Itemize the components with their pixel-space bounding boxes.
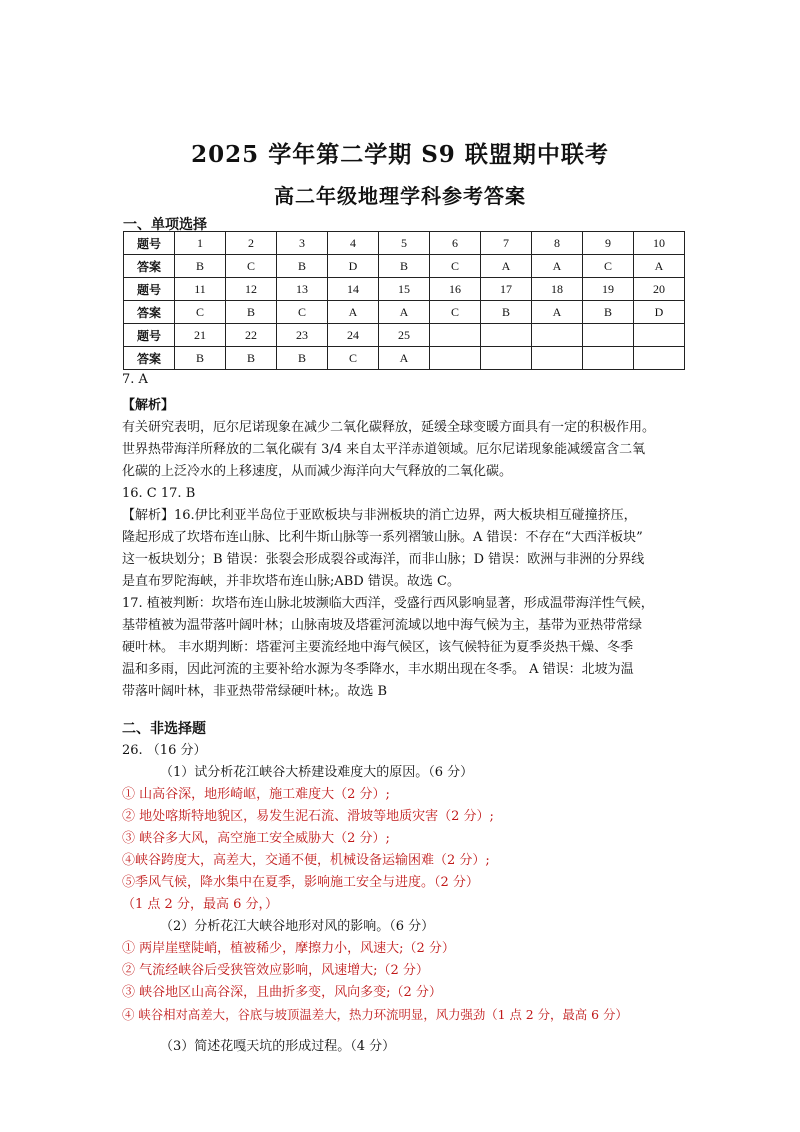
sub1-scoring-note: （1 点 2 分，最高 6 分，） [122,897,278,912]
question-number-cell [430,324,481,347]
answer-letter-cell: C [226,255,277,278]
answer-letter-cell: A [481,255,532,278]
answer-letter-cell: D [328,255,379,278]
question-number-cell: 19 [583,278,634,301]
answer-letter-cell: C [430,301,481,324]
question-row-label: 题号 [124,324,175,347]
explanation-line: 温和多雨，因此河流的主要补给水源为冬季降水，丰水期出现在冬季。 A 错误：北坡为温 [122,662,634,677]
analysis-label: 【解析】 [122,398,175,413]
answer-letter-cell: A [328,301,379,324]
sub-question-1: （1）试分析花江峡谷大桥建设难度大的原因。（6 分） [160,765,474,780]
answer-row [124,301,685,324]
answer-letter-cell: D [634,301,685,324]
sub2-answer: ② 气流经峡谷后受狭管效应影响，风速增大;（2 分） [122,963,429,978]
answer-row-label: 答案 [124,301,175,324]
explanation-line: 有关研究表明，厄尔尼诺现象在减少二氧化碳释放，延缓全球变暖方面具有一定的积极作用。 [122,420,656,435]
question-row-label: 题号 [124,278,175,301]
question-number-cell [634,324,685,347]
explanation-line: 基带植被为温带落叶阔叶林；山脉南坡及塔霍河流域以地中海气候为主，基带为亚热带常绿 [122,618,643,633]
answer-letter-cell: A [379,347,430,370]
answer-row-label: 答案 [124,347,175,370]
sub1-answer: ⑤季风气候，降水集中在夏季，影响施工安全与进度。（2 分） [122,875,479,890]
explanation-line: 化碳的上泛冷水的上移速度，从而减少海洋向大气释放的二氧化碳。 [122,464,513,479]
answer-letter-cell: C [583,255,634,278]
answer-letter-cell: B [481,301,532,324]
section-heading-non-choice: 二、非选择题 [122,721,206,737]
question-number-cell: 23 [277,324,328,347]
sub1-answer: ① 山高谷深，地形崎岖，施工难度大（2 分）; [122,787,390,802]
explanation-line: 硬叶林。 丰水期判断：塔霍河主要流经地中海气候区，该气候特征为夏季炎热干燥、冬季 [122,640,634,655]
answer-letter-cell: B [226,347,277,370]
answer-letter-cell: B [226,301,277,324]
question-number-cell: 2 [226,232,277,255]
question-number-cell: 15 [379,278,430,301]
question-number-cell: 18 [532,278,583,301]
explanation-line: 是直布罗陀海峡，并非坎塔布连山脉;ABD 错误。故选 C。 [122,574,460,589]
question-number-cell: 24 [328,324,379,347]
question-number-cell: 21 [175,324,226,347]
question-number-cell: 5 [379,232,430,255]
question-number-cell: 12 [226,278,277,301]
answer-letter-cell: B [379,255,430,278]
document-subtitle: 高二年级地理学科参考答案 [274,184,526,208]
explanation-line: 17. 植被判断：坎塔布连山脉北坡濒临大西洋，受盛行西风影响显著，形成温带海洋性气候， [122,596,654,611]
question-number-cell: 9 [583,232,634,255]
answer-letter-cell: B [175,255,226,278]
question-number-cell: 20 [634,278,685,301]
answer-letter-cell: B [277,255,328,278]
answer-letter-cell [481,347,532,370]
question-number-cell: 17 [481,278,532,301]
question-26: 26. （16 分） [122,743,207,758]
answer-letter-cell: A [634,255,685,278]
question-row [124,278,685,301]
question-number-cell: 14 [328,278,379,301]
answer-letter-cell [532,347,583,370]
sub1-answer: ③ 峡谷多大风，高空施工安全威胁大（2 分）; [122,831,390,846]
question-number-cell: 22 [226,324,277,347]
document-title: 2025 学年第二学期 S9 联盟期中联考 [191,141,609,168]
question-number-cell: 6 [430,232,481,255]
answer-letter-cell: C [328,347,379,370]
question-number-cell [583,324,634,347]
question-number-cell: 11 [175,278,226,301]
question-number-cell: 16 [430,278,481,301]
sub2-answer: ④ 峡谷相对高差大，谷底与坡顶温差大，热力环流明显，风力强劲（1 点 2 分，最高 6 分） [122,1007,628,1022]
question-row-label: 题号 [124,232,175,255]
answer-letter-cell: C [430,255,481,278]
explanation-line: 世界热带海洋所释放的二氧化碳有 3/4 来自太平洋赤道领域。厄尔尼诺现象能减缓富含二氧 [122,442,646,457]
answer-letter-cell: A [532,255,583,278]
question-number-cell: 3 [277,232,328,255]
sub1-answer: ② 地处喀斯特地貌区，易发生泥石流、滑坡等地质灾害（2 分）; [122,809,494,824]
answer-letter-cell: B [277,347,328,370]
answer-7: 7. A [122,372,148,387]
question-number-cell: 10 [634,232,685,255]
answer-letter-cell [634,347,685,370]
answer-letter-cell: A [379,301,430,324]
answer-row [124,347,685,370]
question-number-cell: 13 [277,278,328,301]
answer-16-17: 16. C 17. B [122,486,196,501]
answer-row [124,255,685,278]
explanation-line: 这一板块划分；B 错误：张裂会形成裂谷或海洋，而非山脉；D 错误：欧洲与非洲的分界线 [122,552,645,567]
explanation-line: 【解析】16.伊比利亚半岛位于亚欧板块与非洲板块的消亡边界，两大板块相互碰撞挤压， [122,508,637,523]
question-row [124,232,685,255]
explanation-line: 隆起形成了坎塔布连山脉、比利牛斯山脉等一系列褶皱山脉。A 错误：不存在“大西洋板块” [122,530,643,545]
answer-letter-cell: B [175,347,226,370]
explanation-line: 带落叶阔叶林，非亚热带常绿硬叶林;。故选 B [122,684,388,699]
section-heading-single-choice: 一、单项选择 [123,217,207,233]
question-number-cell [532,324,583,347]
question-number-cell: 4 [328,232,379,255]
answer-letter-cell [430,347,481,370]
answer-letter-cell: A [532,301,583,324]
question-number-cell: 1 [175,232,226,255]
question-number-cell: 25 [379,324,430,347]
sub2-answer: ① 两岸崖壁陡峭，植被稀少，摩擦力小，风速大;（2 分） [122,941,455,956]
sub-question-3: （3）简述花嘎天坑的形成过程。（4 分） [160,1039,396,1054]
question-number-cell: 7 [481,232,532,255]
question-number-cell: 8 [532,232,583,255]
answer-letter-cell [583,347,634,370]
sub2-answer: ③ 峡谷地区山高谷深，且曲折多变，风向多变;（2 分） [122,985,442,1000]
answer-letter-cell: C [277,301,328,324]
answer-row-label: 答案 [124,255,175,278]
answer-letter-cell: B [583,301,634,324]
question-number-cell [481,324,532,347]
answer-letter-cell: C [175,301,226,324]
answer-table [123,231,685,370]
sub1-answer: ④峡谷跨度大，高差大，交通不便，机械设备运输困难（2 分）; [122,853,490,868]
sub-question-2: （2）分析花江大峡谷地形对风的影响。（6 分） [160,919,435,934]
question-row [124,324,685,347]
